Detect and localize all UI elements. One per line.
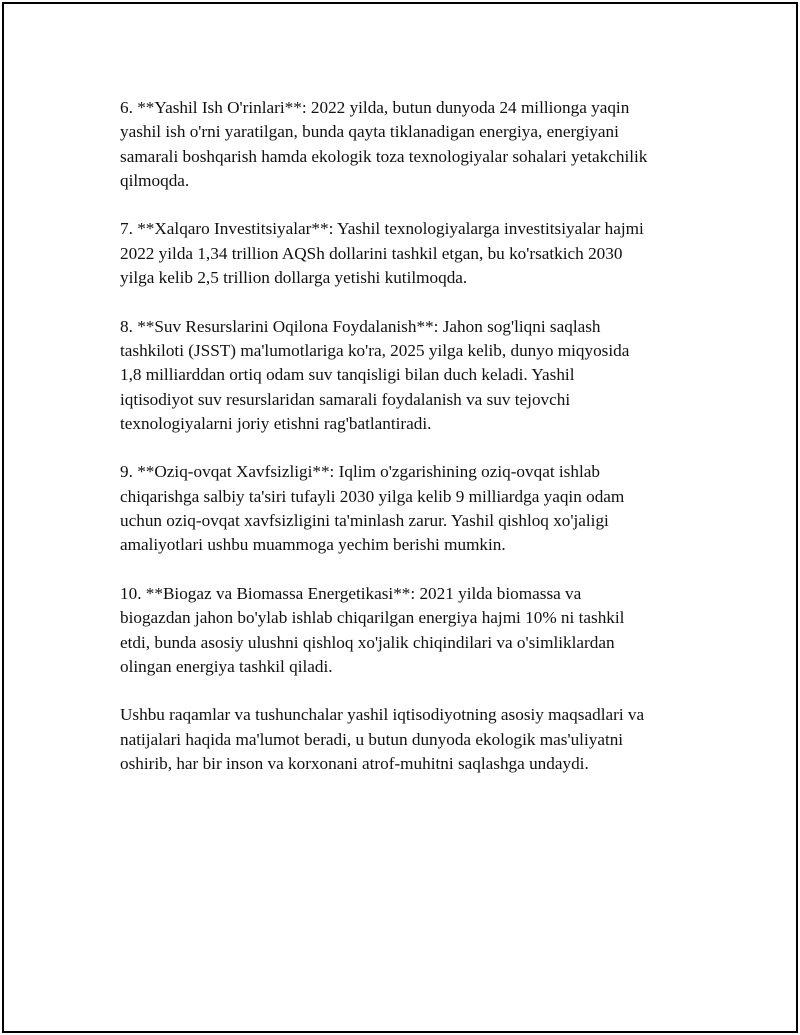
paragraph-conclusion: Ushbu raqamlar va tushunchalar yashil iqtisodiyotning asosiy maqsadlari va natijalari haqida ma'lumot beradi, u butun dunyoda ekologik mas'uliyatni oshirib, har bir inson va korxonani atrof-muhitni saqlashga undaydi.	[120, 705, 645, 774]
document-body	[120, 96, 700, 776]
paragraph-item-9: 9. **Oziq-ovqat Xavfsizligi**: Iqlim o'zgarishining oziq-ovqat ishlab chiqarishga salbiy ta'siri tufayli 2030 yilga kelib 9 milliardga yaqin odam uchun oziq-ovqat xavfsizligini ta'minlash zarur. Yashil qishloq xo'jaligi amaliyotlari ushbu muammoga yechim berishi mumkin.	[120, 462, 625, 555]
paragraph-item-7: 7. **Xalqaro Investitsiyalar**: Yashil texnologiyalarga investitsiyalar hajmi 2022 yilda 1,34 trillion AQSh dollarini tashkil etgan, bu ko'rsatkich 2030 yilga kelib 2,5 trillion dollarga yetishi kutilmoqda.	[120, 219, 644, 288]
paragraph-item-10: 10. **Biogaz va Biomassa Energetikasi**: 2021 yilda biomassa va biogazdan jahon bo'ylab ishlab chiqarilgan energiya hajmi 10% ni tashkil etdi, bunda asosiy ulushni qishloq xo'jalik chiqindilari va o'simliklardan olingan energiya tashkil qiladi.	[120, 583, 625, 676]
paragraph-item-8: 8. **Suv Resurslarini Oqilona Foydalanish**: Jahon sog'liqni saqlash tashkiloti (JSST) ma'lumotlariga ko'ra, 2025 yilga kelib, dunyo miqyosida 1,8 milliarddan ortiq odam suv tanqisligi bilan duch keladi. Yashil iqtisodiyot suv resurslaridan samarali foydalanish va suv tejovchi texnologiyalarni joriy etishni rag'batlantiradi.	[120, 316, 630, 433]
paragraph-item-6: 6. **Yashil Ish O'rinlari**: 2022 yilda, butun dunyoda 24 millionga yaqin yashil ish o'rni yaratilgan, bunda qayta tiklanadigan energiya, energiyani samarali boshqarish hamda ekologik toza texnologiyalar sohalari yetakchilik qilmoqda.	[120, 98, 648, 190]
page-frame	[2, 2, 798, 1033]
